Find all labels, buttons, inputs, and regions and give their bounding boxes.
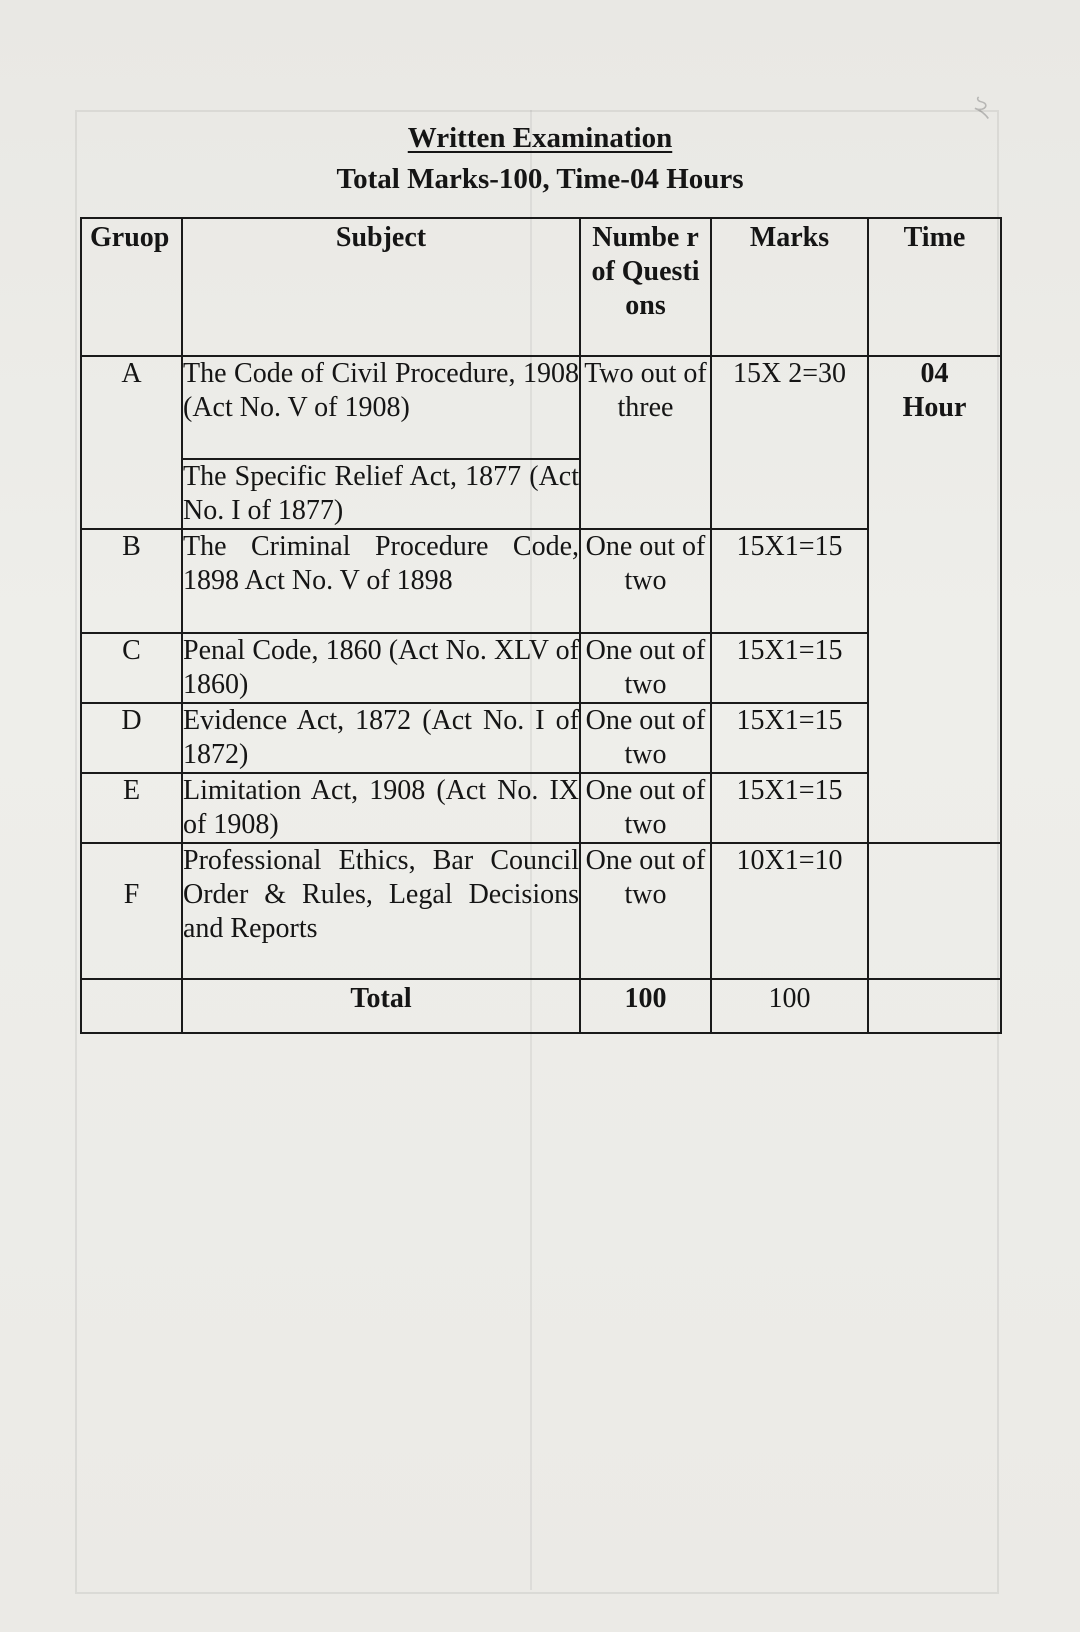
total-time-empty xyxy=(868,979,1001,1033)
marks-cell: 15X1=15 xyxy=(711,529,868,633)
header-marks: Marks xyxy=(711,218,868,356)
marks-cell: 15X 2=30 xyxy=(711,356,868,529)
header-time: Time xyxy=(868,218,1001,356)
group-cell: E xyxy=(81,773,182,843)
subject-cell: Evidence Act, 1872 (Act No. I of 1872) xyxy=(182,703,580,773)
table-row xyxy=(81,843,1001,979)
group-cell: A xyxy=(81,356,182,529)
marks-cell: 15X1=15 xyxy=(711,703,868,773)
subject-cell: The Code of Civil Procedure, 1908 (Act No. V of 1908) xyxy=(182,356,580,459)
header-questions: Numbe r of Questi ons xyxy=(580,218,711,356)
header-group: Gruop xyxy=(81,218,182,356)
questions-cell: One out of two xyxy=(580,633,711,703)
group-cell: B xyxy=(81,529,182,633)
subject-cell: Limitation Act, 1908 (Act No. IX of 1908) xyxy=(182,773,580,843)
total-row xyxy=(81,979,1001,1033)
table-row xyxy=(81,703,1001,773)
questions-cell: One out of two xyxy=(580,529,711,633)
header-subject: Subject xyxy=(182,218,580,356)
subject-cell: Professional Ethics, Bar Council Order & Rules, Legal Decisions and Reports xyxy=(182,843,580,979)
header-row xyxy=(81,218,1001,356)
marks-cell: 10X1=10 xyxy=(711,843,868,979)
questions-cell: One out of two xyxy=(580,703,711,773)
total-label: Total xyxy=(182,979,580,1033)
subject-cell: Penal Code, 1860 (Act No. XLV of 1860) xyxy=(182,633,580,703)
questions-cell: One out of two xyxy=(580,843,711,979)
table-row xyxy=(81,529,1001,633)
table-row xyxy=(81,356,1001,459)
total-marks: 100 xyxy=(711,979,868,1033)
time-value: 04 Hour xyxy=(902,358,967,423)
time-cell-empty xyxy=(868,843,1001,979)
total-questions: 100 xyxy=(580,979,711,1033)
page-corner-mark: ২ xyxy=(972,90,992,123)
total-empty-cell xyxy=(81,979,182,1033)
subject-cell: The Criminal Procedure Code, 1898 Act No. V of 1898 xyxy=(182,529,580,633)
marks-cell: 15X1=15 xyxy=(711,633,868,703)
subject-cell: The Specific Relief Act, 1877 (Act No. I of 1877) xyxy=(182,459,580,529)
document-subtitle: Total Marks-100, Time-04 Hours xyxy=(336,163,744,195)
questions-cell: Two out of three xyxy=(580,356,711,529)
marks-cell: 15X1=15 xyxy=(711,773,868,843)
exam-table xyxy=(80,217,1002,1034)
group-cell: D xyxy=(81,703,182,773)
group-cell: F xyxy=(81,843,182,979)
document-title: Written Examination xyxy=(407,122,673,154)
table-row xyxy=(81,773,1001,843)
table-row xyxy=(81,633,1001,703)
group-cell: C xyxy=(81,633,182,703)
time-cell xyxy=(868,356,1001,843)
questions-cell: One out of two xyxy=(580,773,711,843)
